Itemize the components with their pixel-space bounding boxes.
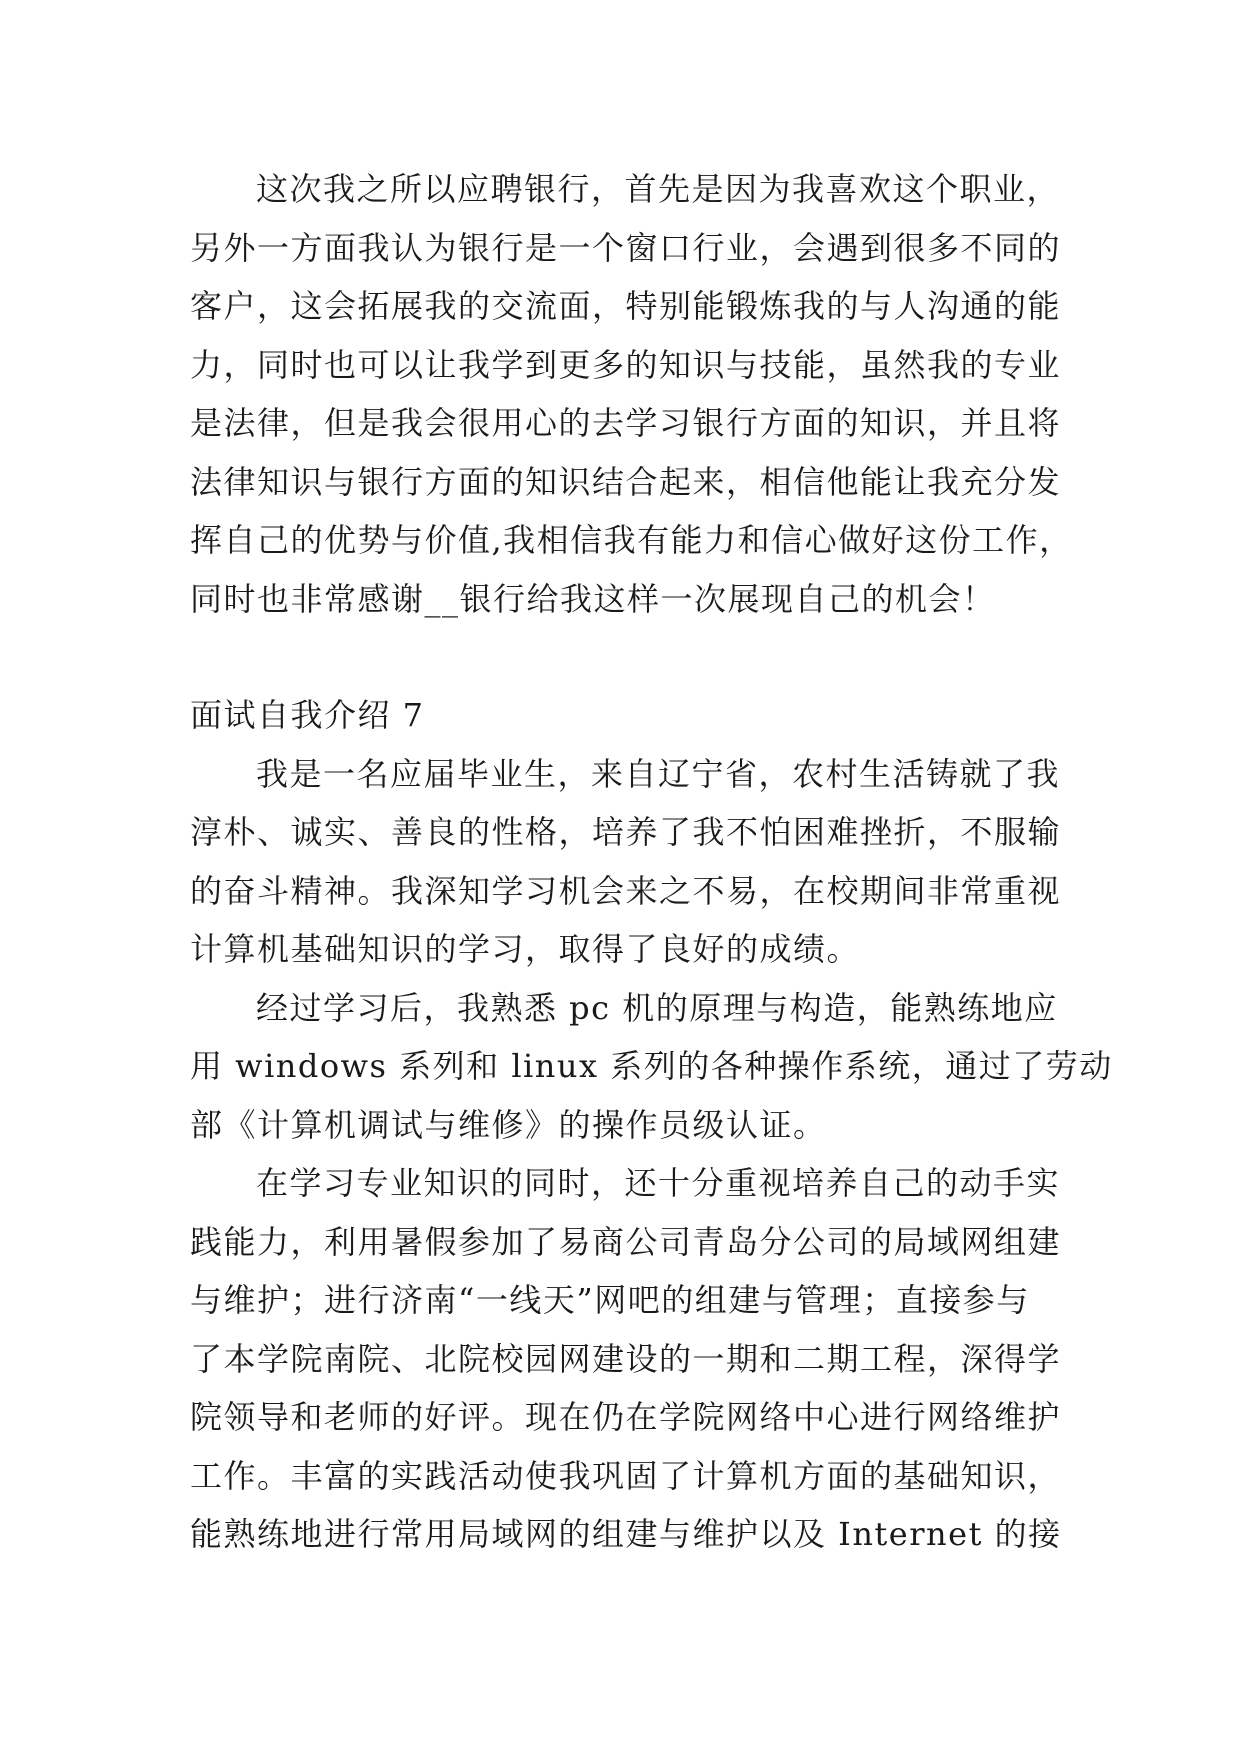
text-line: 院领导和老师的好评。现在仍在学院网络中心进行网络维护 [190,1398,1062,1436]
text-line: 用 windows 系列和 linux 系列的各种操作系统，通过了劳动 [190,1047,1113,1085]
text-line: 淳朴、诚实、善良的性格，培养了我不怕困难挫折，不服输 [190,813,1062,851]
text-line: 客户，这会拓展我的交流面，特别能锻炼我的与人沟通的能 [190,287,1062,325]
text-line: 这次我之所以应聘银行，首先是因为我喜欢这个职业， [256,170,1061,208]
paragraph-background [190,745,1060,979]
paragraph-practice [190,1154,1060,1564]
text-line: 了本学院南院、北院校园网建设的一期和二期工程，深得学 [190,1339,1062,1378]
text-line: 工作。丰富的实践活动使我巩固了计算机方面的基础知识， [190,1456,1062,1495]
text-line: 能熟练地进行常用局域网的组建与维护以及 Internet 的接 [190,1515,1062,1553]
paragraph-skills [190,979,1113,1155]
text-line: 我是一名应届毕业生，来自辽宁省，农村生活铸就了我 [256,754,1061,793]
text-line: 力，同时也可以让我学到更多的知识与技能，虽然我的专业 [190,345,1062,384]
text-line: 经过学习后，我熟悉 pc 机的原理与构造，能熟练地应 [256,988,1058,1027]
paragraph-bank-application [190,160,1073,628]
text-line: 是法律，但是我会很用心的去学习银行方面的知识，并且将 [190,404,1062,442]
text-line: 同时也非常感谢__银行给我这样一次展现自己的机会！ [190,579,996,618]
text-line: 挥自己的优势与价值,我相信我有能力和信心做好这份工作， [190,521,1073,559]
document-body [190,160,1113,1564]
text-line: 的奋斗精神。我深知学习机会来之不易，在校期间非常重视 [190,871,1062,910]
text-line: 法律知识与银行方面的知识结合起来，相信他能让我充分发 [190,462,1062,501]
text-line: 部《计算机调试与维修》的操作员级认证。 [190,1105,827,1144]
text-line: 计算机基础知识的学习，取得了良好的成绩。 [190,930,861,968]
text-line: 在学习专业知识的同时，还十分重视培养自己的动手实 [256,1164,1061,1202]
text-line: 与维护；进行济南“一线天”网吧的组建与管理；直接参与 [190,1281,1030,1319]
text-line: 践能力，利用暑假参加了易商公司青岛分公司的局域网组建 [190,1222,1062,1261]
section-heading: 面试自我介绍 7 [190,696,425,734]
text-line: 另外一方面我认为银行是一个窗口行业，会遇到很多不同的 [190,228,1062,267]
